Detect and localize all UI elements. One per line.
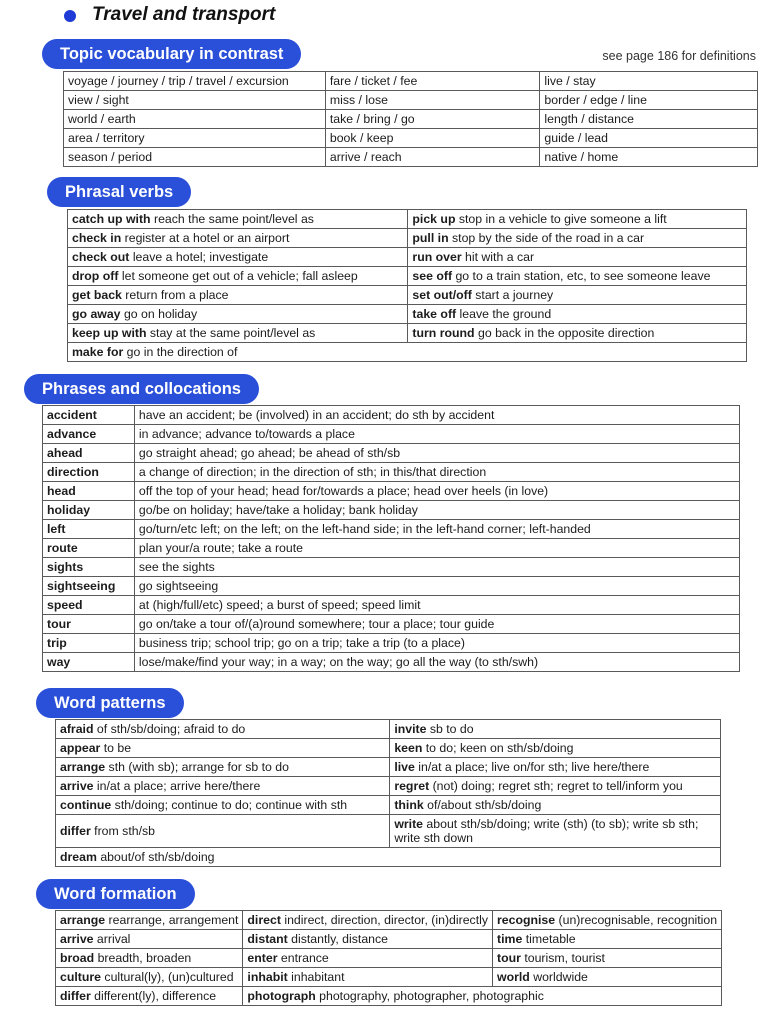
table-row	[56, 930, 722, 949]
entry-definition: hit with a car	[461, 249, 535, 264]
entry-keyword: check out	[72, 249, 130, 264]
formation-cell	[493, 968, 722, 987]
phrasal-cell	[68, 324, 408, 343]
pattern-cell	[56, 777, 390, 796]
collocation-keyword: sights	[43, 558, 135, 577]
entry-keyword: enter	[247, 950, 278, 965]
section-heading-phrases-collocations: Phrases and collocations	[24, 374, 259, 404]
collocation-phrases: in advance; advance to/towards a place	[134, 425, 739, 444]
table-row	[68, 210, 747, 229]
entry-keyword: go away	[72, 306, 121, 321]
pattern-cell	[56, 739, 390, 758]
word-formation-table	[55, 910, 722, 1006]
formation-cell	[56, 911, 243, 930]
phrasal-cell	[408, 248, 747, 267]
collocation-keyword: holiday	[43, 501, 135, 520]
vocab-cell: world / earth	[64, 110, 326, 129]
entry-keyword: dream	[60, 849, 97, 864]
entry-definition: (not) doing; regret sth; regret to tell/inform you	[429, 778, 683, 793]
entry-keyword: drop off	[72, 268, 119, 283]
formation-cell	[243, 968, 493, 987]
entry-definition: in/at a place; live on/for sth; live here/there	[414, 759, 650, 774]
vocab-cell: view / sight	[64, 91, 326, 110]
entry-definition: to be	[100, 740, 132, 755]
pattern-cell	[56, 848, 721, 867]
collocation-keyword: sightseeing	[43, 577, 135, 596]
entry-definition: sth/doing; continue to do; continue with sth	[111, 797, 348, 812]
collocation-phrases: a change of direction; in the direction of sth; in this/that direction	[134, 463, 739, 482]
collocation-keyword: advance	[43, 425, 135, 444]
table-row	[56, 739, 721, 758]
vocab-cell: miss / lose	[325, 91, 540, 110]
vocab-cell: border / edge / line	[540, 91, 758, 110]
entry-definition: about sth/sb/doing; write (sth) (to sb); write sb sth;	[423, 817, 699, 831]
entry-definition: stop in a vehicle to give someone a lift	[455, 211, 667, 226]
formation-cell	[56, 987, 243, 1006]
pattern-cell	[390, 777, 721, 796]
collocation-phrases: have an accident; be (involved) in an accident; do sth by accident	[134, 406, 739, 425]
vocab-cell: take / bring / go	[325, 110, 540, 129]
entry-keyword: turn round	[412, 325, 475, 340]
collocation-phrases: lose/make/find your way; in a way; on the way; go all the way (to sth/swh)	[134, 653, 739, 672]
entry-definition: timetable	[522, 931, 576, 946]
table-row	[43, 596, 740, 615]
collocation-keyword: ahead	[43, 444, 135, 463]
table-row	[68, 248, 747, 267]
collocation-phrases: go straight ahead; go ahead; be ahead of sth/sb	[134, 444, 739, 463]
pattern-cell	[56, 815, 390, 848]
phrasal-cell	[68, 267, 408, 286]
entry-keyword: check in	[72, 230, 122, 245]
formation-cell	[493, 949, 722, 968]
table-row	[68, 305, 747, 324]
entry-definition: go in the direction of	[123, 344, 238, 359]
collocation-keyword: speed	[43, 596, 135, 615]
entry-keyword: pick up	[412, 211, 456, 226]
table-row	[56, 758, 721, 777]
entry-keyword: time	[497, 931, 523, 946]
table-row	[68, 286, 747, 305]
collocation-phrases: go sightseeing	[134, 577, 739, 596]
vocab-cell: voyage / journey / trip / travel / excursion	[64, 72, 326, 91]
section-heading-word-patterns: Word patterns	[36, 688, 184, 718]
entry-keyword: direct	[247, 912, 281, 927]
entry-keyword: appear	[60, 740, 101, 755]
entry-keyword: culture	[60, 969, 101, 984]
formation-cell	[56, 930, 243, 949]
formation-cell	[56, 949, 243, 968]
collocation-keyword: route	[43, 539, 135, 558]
phrasal-cell	[408, 210, 747, 229]
entry-definition: inhabitant	[287, 969, 345, 984]
formation-cell	[243, 987, 722, 1006]
collocation-phrases: business trip; school trip; go on a trip; take a trip (to a place)	[134, 634, 739, 653]
entry-keyword: keen	[394, 740, 423, 755]
pattern-cell	[56, 720, 390, 739]
phrasal-cell	[68, 248, 408, 267]
table-row	[68, 229, 747, 248]
entry-definition: let someone get out of a vehicle; fall asleep	[118, 268, 358, 283]
entry-keyword: see off	[412, 268, 453, 283]
phrasal-cell	[408, 305, 747, 324]
entry-definition: distantly, distance	[287, 931, 388, 946]
collocation-phrases: go/be on holiday; have/take a holiday; bank holiday	[134, 501, 739, 520]
collocation-keyword: left	[43, 520, 135, 539]
see-page-note: see page 186 for definitions	[602, 49, 756, 63]
formation-cell	[493, 911, 722, 930]
formation-cell	[243, 911, 493, 930]
table-row	[43, 425, 740, 444]
entry-definition: cultural(ly), (un)cultured	[101, 969, 234, 984]
formation-cell	[493, 930, 722, 949]
formation-cell	[243, 930, 493, 949]
phrasal-cell	[408, 267, 747, 286]
entry-keyword: write	[394, 817, 424, 831]
table-row	[68, 324, 747, 343]
word-patterns-table	[55, 719, 721, 867]
phrasal-verbs-table	[67, 209, 747, 362]
entry-keyword: keep up with	[72, 325, 147, 340]
entry-keyword: catch up with	[72, 211, 151, 226]
collocation-keyword: trip	[43, 634, 135, 653]
formation-cell	[243, 949, 493, 968]
entry-keyword: make for	[72, 344, 124, 359]
collocation-phrases: see the sights	[134, 558, 739, 577]
entry-definition: entrance	[277, 950, 329, 965]
pattern-cell	[56, 758, 390, 777]
entry-keyword: distant	[247, 931, 288, 946]
entry-definition: breadth, broaden	[94, 950, 192, 965]
vocab-cell: arrive / reach	[325, 148, 540, 167]
table-row	[56, 777, 721, 796]
table-row	[68, 267, 747, 286]
entry-definition: (un)recognisable, recognition	[555, 912, 718, 927]
phrasal-cell	[408, 324, 747, 343]
entry-definition: about/of sth/sb/doing	[96, 849, 215, 864]
entry-definition: tourism, tourist	[520, 950, 605, 965]
table-row	[56, 949, 722, 968]
table-row	[64, 129, 758, 148]
vocab-cell: book / keep	[325, 129, 540, 148]
table-row	[56, 720, 721, 739]
entry-definition: worldwide	[529, 969, 588, 984]
entry-keyword: take off	[412, 306, 457, 321]
entry-keyword: arrive	[60, 778, 94, 793]
entry-definition: go to a train station, etc, to see someone leave	[452, 268, 711, 283]
pattern-cell	[390, 815, 721, 848]
table-row	[68, 343, 747, 362]
entry-definition: of sth/sb/doing; afraid to do	[93, 721, 246, 736]
entry-definition: sb to do	[426, 721, 474, 736]
phrasal-cell	[68, 286, 408, 305]
table-row	[43, 558, 740, 577]
phrasal-cell	[68, 229, 408, 248]
entry-definition: different(ly), difference	[90, 988, 217, 1003]
entry-definition: sth (with sb); arrange for sb to do	[105, 759, 289, 774]
phrases-collocations-table	[42, 405, 740, 672]
phrasal-cell	[408, 286, 747, 305]
table-row	[43, 501, 740, 520]
entry-definition: start a journey	[471, 287, 554, 302]
pattern-cell	[390, 758, 721, 777]
formation-cell	[56, 968, 243, 987]
entry-keyword: continue	[60, 797, 112, 812]
entry-keyword: set out/off	[412, 287, 472, 302]
table-row	[56, 968, 722, 987]
entry-keyword: live	[394, 759, 415, 774]
collocation-keyword: tour	[43, 615, 135, 634]
entry-keyword: inhabit	[247, 969, 288, 984]
vocab-cell: guide / lead	[540, 129, 758, 148]
table-row	[43, 406, 740, 425]
entry-definition: stop by the side of the road in a car	[448, 230, 645, 245]
entry-definition: register at a hotel or an airport	[121, 230, 290, 245]
entry-definition: photography, photographer, photographic	[315, 988, 544, 1003]
table-row	[43, 463, 740, 482]
entry-definition-cont: write sth down	[394, 831, 473, 845]
phrasal-cell	[408, 229, 747, 248]
pattern-cell	[56, 796, 390, 815]
page-title: Travel and transport	[92, 4, 276, 25]
entry-definition: go on holiday	[120, 306, 198, 321]
vocab-cell: native / home	[540, 148, 758, 167]
entry-keyword: afraid	[60, 721, 94, 736]
entry-definition: of/about sth/sb/doing	[423, 797, 542, 812]
entry-definition: leave the ground	[456, 306, 552, 321]
pattern-cell	[390, 796, 721, 815]
entry-definition: return from a place	[121, 287, 229, 302]
entry-definition: rearrange, arrangement	[105, 912, 239, 927]
topic-vocabulary-table	[63, 71, 758, 167]
table-row	[43, 634, 740, 653]
vocab-cell: season / period	[64, 148, 326, 167]
collocation-phrases: at (high/full/etc) speed; a burst of speed; speed limit	[134, 596, 739, 615]
table-row	[64, 148, 758, 167]
collocation-phrases: off the top of your head; head for/towards a place; head over heels (in love)	[134, 482, 739, 501]
pattern-cell	[390, 720, 721, 739]
vocab-cell: area / territory	[64, 129, 326, 148]
entry-keyword: differ	[60, 988, 91, 1003]
vocab-cell: length / distance	[540, 110, 758, 129]
table-row	[43, 615, 740, 634]
entry-definition: arrival	[93, 931, 131, 946]
entry-keyword: recognise	[497, 912, 556, 927]
table-row	[43, 653, 740, 672]
vocab-cell: fare / ticket / fee	[325, 72, 540, 91]
entry-keyword: pull in	[412, 230, 449, 245]
entry-keyword: run over	[412, 249, 462, 264]
table-row	[56, 815, 721, 848]
phrasal-cell	[68, 305, 408, 324]
collocation-keyword: way	[43, 653, 135, 672]
table-row	[43, 520, 740, 539]
table-row	[43, 539, 740, 558]
entry-definition: indirect, direction, director, (in)directly	[280, 912, 488, 927]
collocation-phrases: go/turn/etc left; on the left; on the left-hand side; in the left-hand corner; left-handed	[134, 520, 739, 539]
table-row	[56, 987, 722, 1006]
entry-definition: from sth/sb	[90, 823, 155, 838]
entry-keyword: arrive	[60, 931, 94, 946]
phrasal-cell	[68, 210, 408, 229]
entry-keyword: arrange	[60, 759, 106, 774]
table-row	[56, 796, 721, 815]
entry-definition: go back in the opposite direction	[474, 325, 655, 340]
table-row	[64, 91, 758, 110]
collocation-phrases: go on/take a tour of/(a)round somewhere; tour a place; tour guide	[134, 615, 739, 634]
entry-definition: in/at a place; arrive here/there	[93, 778, 261, 793]
entry-definition: reach the same point/level as	[150, 211, 314, 226]
entry-keyword: differ	[60, 823, 91, 838]
entry-definition: to do; keen on sth/sb/doing	[422, 740, 574, 755]
table-row	[56, 848, 721, 867]
entry-keyword: broad	[60, 950, 95, 965]
vocab-cell: live / stay	[540, 72, 758, 91]
table-row	[43, 482, 740, 501]
table-row	[43, 577, 740, 596]
collocation-keyword: head	[43, 482, 135, 501]
entry-keyword: arrange	[60, 912, 106, 927]
table-row	[64, 110, 758, 129]
collocation-keyword: direction	[43, 463, 135, 482]
entry-keyword: regret	[394, 778, 430, 793]
entry-keyword: world	[497, 969, 530, 984]
section-heading-topic-vocabulary: Topic vocabulary in contrast	[42, 39, 301, 69]
entry-keyword: tour	[497, 950, 521, 965]
collocation-keyword: accident	[43, 406, 135, 425]
entry-definition: stay at the same point/level as	[146, 325, 316, 340]
entry-keyword: photograph	[247, 988, 316, 1003]
pattern-cell	[390, 739, 721, 758]
table-row	[43, 444, 740, 463]
section-heading-phrasal-verbs: Phrasal verbs	[47, 177, 191, 207]
table-row	[56, 911, 722, 930]
entry-keyword: think	[394, 797, 424, 812]
entry-definition: leave a hotel; investigate	[129, 249, 269, 264]
entry-keyword: invite	[394, 721, 427, 736]
entry-keyword: get back	[72, 287, 122, 302]
collocation-phrases: plan your/a route; take a route	[134, 539, 739, 558]
table-row	[64, 72, 758, 91]
phrasal-cell	[68, 343, 747, 362]
section-heading-word-formation: Word formation	[36, 879, 195, 909]
